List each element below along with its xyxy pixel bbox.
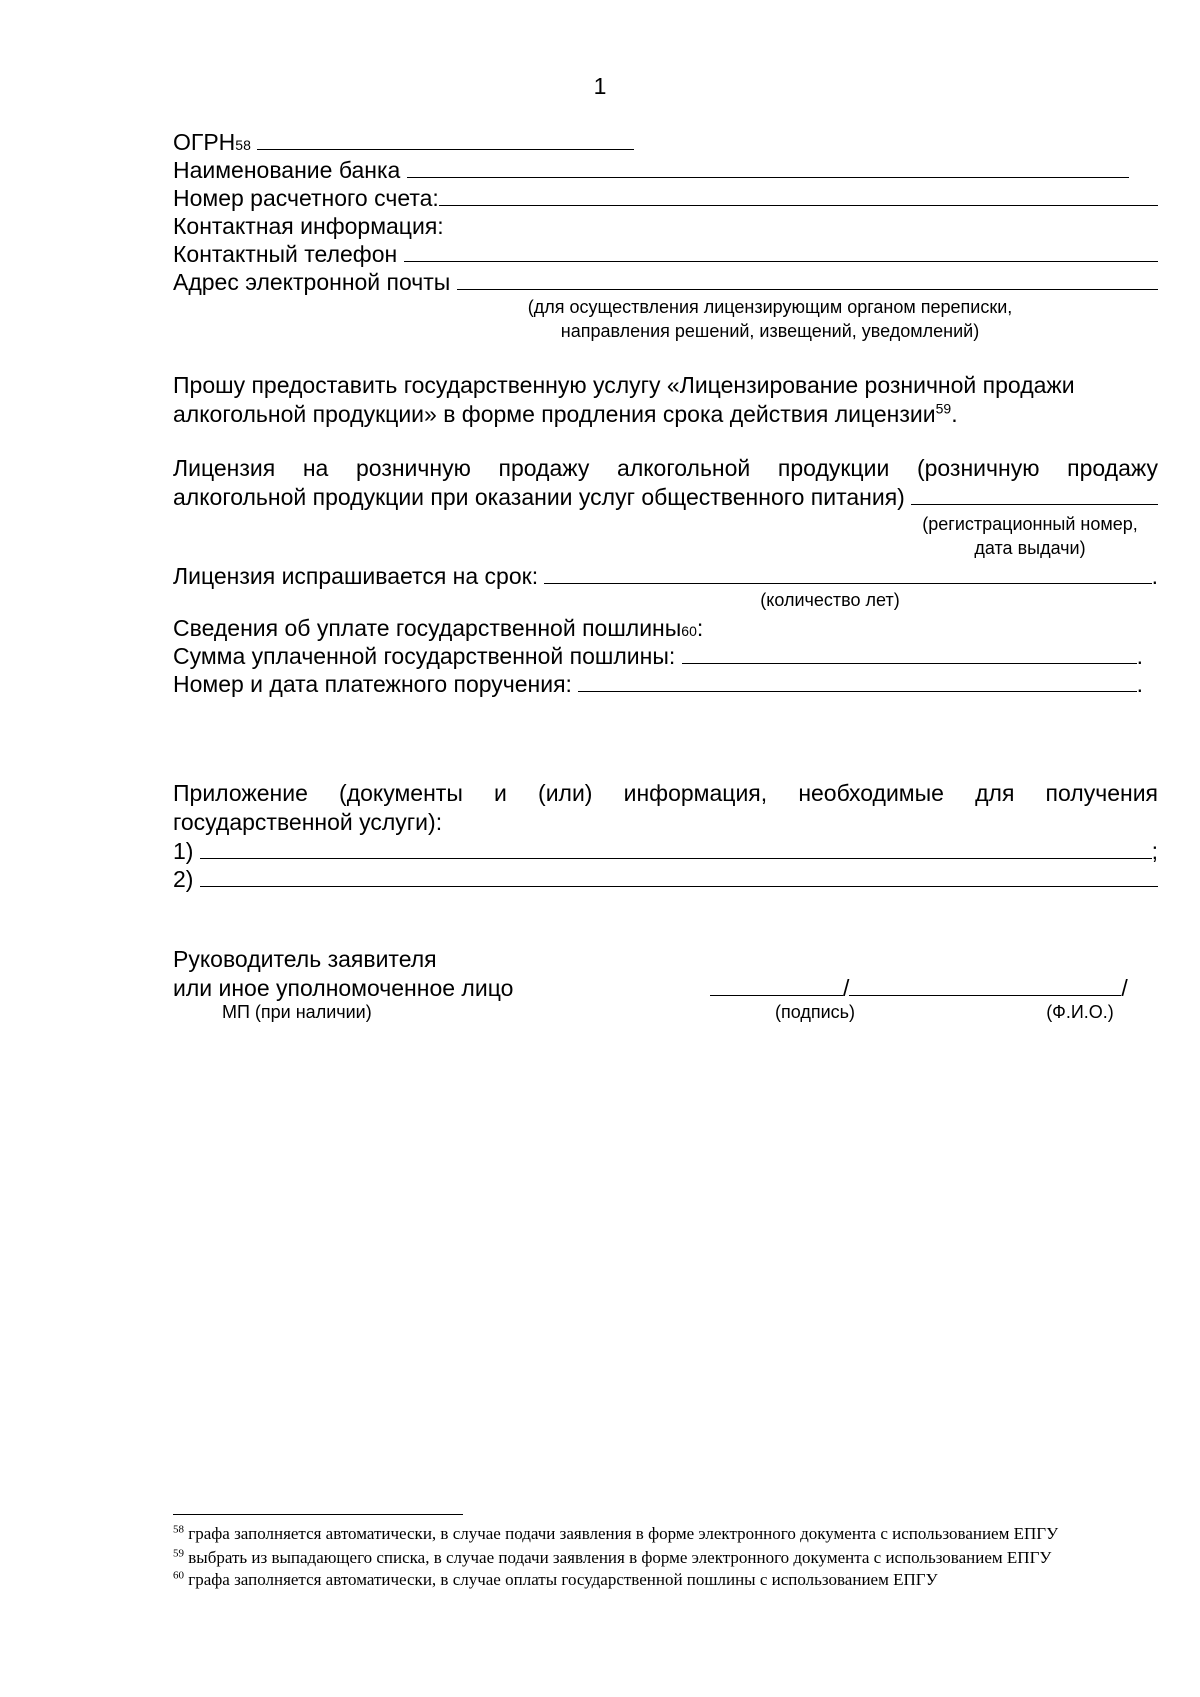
ogrn-label: ОГРН: [173, 129, 236, 155]
ogrn-input-line[interactable]: [257, 129, 634, 150]
fee-header-end: :: [696, 615, 704, 641]
footnote-60-num: 60: [173, 1569, 184, 1582]
term-end: .: [1151, 563, 1158, 589]
footnote-60-text: графа заполняется автоматически, в случае оплаты государственной пошлины с использованием ЕПГУ: [188, 1570, 938, 1589]
request-line-1: Прошу предоставить государственную услугу «Лицензирование розничной продажи: [173, 372, 1075, 398]
signature-input-line[interactable]: [710, 975, 843, 996]
footnote-59-text: выбрать из выпадающего списка, в случае подачи заявления в форме электронного документа с использованием ЕПГУ: [188, 1548, 1052, 1567]
phone-input-line[interactable]: [404, 241, 1158, 262]
payment-order-label: Номер и дата платежного поручения:: [173, 671, 572, 697]
request-line-2-text: алкогольной продукции» в форме продления срока действия лицензии: [173, 401, 936, 427]
signatory-line-2: или иное уполномоченное лицо: [173, 975, 514, 1001]
contact-info-label: Контактная информация:: [173, 213, 444, 239]
contact-info-row: [173, 212, 1158, 240]
attachment-item-1-num: 1): [173, 838, 194, 864]
footnote-59: [173, 1547, 1173, 1569]
footnote-60: [173, 1569, 1173, 1591]
fee-header-row: Сведения об уплате государственной пошлины 60 :: [173, 615, 704, 641]
license-note: [880, 512, 1180, 560]
email-input-line[interactable]: [457, 269, 1158, 290]
fee-header: Сведения об уплате государственной пошлины: [173, 615, 682, 641]
account-row: [173, 184, 1158, 212]
email-row: [173, 268, 1158, 296]
email-note-line-1: (для осуществления лицензирующим органом переписки,: [527, 297, 1013, 317]
attachments-line-2: государственной услуги):: [173, 809, 443, 835]
bank-row: [173, 156, 1158, 184]
email-note-line-2: направления решений, извещений, уведомлений): [560, 321, 980, 341]
footnote-58-text: графа заполняется автоматически, в случае подачи заявления в форме электронного документа с использованием ЕПГУ: [188, 1524, 1059, 1543]
term-row: [173, 562, 1158, 590]
attachment-item-1-end: ;: [1151, 838, 1158, 864]
attachment-item-1-input-line[interactable]: [200, 838, 1152, 859]
attachment-item-2: [173, 865, 1158, 893]
footnote-58: [173, 1523, 1173, 1545]
account-label: Номер расчетного счета:: [173, 185, 439, 211]
attachments-line-1: Приложение (документы и (или) информация, необходимые для получения: [173, 780, 1158, 806]
attachment-item-1: [173, 837, 1158, 865]
footnote-separator: [173, 1514, 463, 1515]
license-line-2-row: [173, 483, 1158, 512]
phone-label: Контактный телефон: [173, 241, 398, 267]
fee-amount-input-line[interactable]: [682, 643, 1137, 664]
payment-order-end: .: [1136, 671, 1143, 697]
footnote-59-num: 59: [173, 1547, 184, 1560]
bank-label: Наименование банка: [173, 157, 401, 183]
email-label: Адрес электронной почты: [173, 269, 451, 295]
attachment-item-2-num: 2): [173, 866, 194, 892]
signatory-line-1: Руководитель заявителя: [173, 946, 437, 972]
license-note-line-2: дата выдачи): [974, 538, 1086, 558]
license-number-input-line[interactable]: [911, 484, 1158, 505]
fee-amount-end: .: [1136, 643, 1143, 669]
term-label: Лицензия испрашивается на срок:: [173, 563, 539, 589]
signature-separator-1: /: [843, 975, 850, 1001]
license-line-1: Лицензия на розничную продажу алкогольной продукции (розничную продажу: [173, 455, 1158, 481]
full-name-caption: (Ф.И.О.): [1046, 1002, 1114, 1022]
attachment-item-2-input-line[interactable]: [200, 866, 1158, 887]
license-line-2: алкогольной продукции при оказании услуг общественного питания): [173, 484, 905, 510]
payment-order-row: [173, 670, 1143, 698]
footnote-58-num: 58: [173, 1523, 184, 1536]
signature-separator-2: /: [1121, 975, 1128, 1001]
payment-order-input-line[interactable]: [578, 671, 1136, 692]
request-paragraph: [173, 371, 1158, 429]
term-note: (количество лет): [760, 590, 900, 610]
bank-input-line[interactable]: [407, 157, 1129, 178]
footnote-ref-59: 59: [935, 400, 952, 417]
page-number: 1: [593, 73, 607, 99]
phone-row: [173, 240, 1158, 268]
signature-lines: [710, 974, 1150, 1002]
fee-amount-row: [173, 642, 1143, 670]
term-input-line[interactable]: [544, 563, 1151, 584]
account-input-line[interactable]: [439, 185, 1158, 206]
request-end: .: [951, 401, 958, 427]
license-note-line-1: (регистрационный номер,: [922, 514, 1138, 534]
signature-caption: (подпись): [774, 1002, 856, 1022]
attachments-paragraph: [173, 779, 1158, 837]
email-note: [470, 295, 1070, 343]
license-paragraph: [173, 454, 1158, 512]
fee-amount-label: Сумма уплаченной государственной пошлины:: [173, 643, 676, 669]
full-name-input-line[interactable]: [849, 975, 1121, 996]
request-line-2: [173, 400, 1158, 429]
stamp-caption: МП (при наличии): [222, 1002, 372, 1022]
ogrn-row: ОГРН 58: [173, 128, 1158, 156]
